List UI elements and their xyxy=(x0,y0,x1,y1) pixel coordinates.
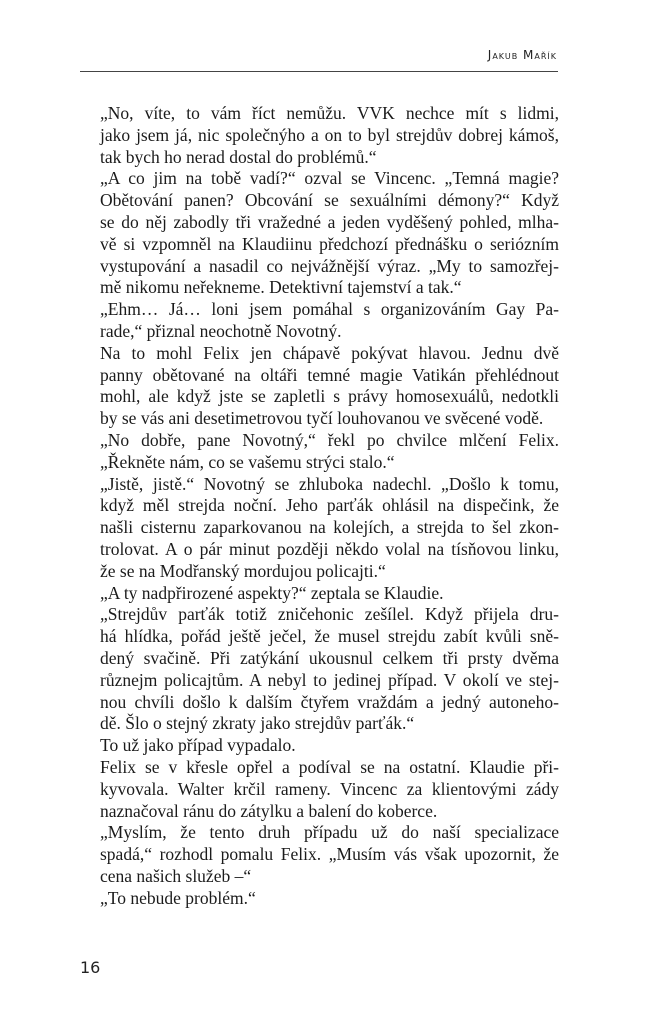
header-rule xyxy=(80,71,558,72)
paragraph xyxy=(81,474,559,583)
paragraph xyxy=(81,757,559,822)
text-line: trolovat. A o pár minut později někdo volal na tísňovou linku, xyxy=(100,538,559,559)
text-line: nou chvíli došlo k dalším čtyřem vraždám a jedný autoneho- xyxy=(100,691,559,712)
text-line: že se na Modřanský mordujou policajti.“ xyxy=(100,560,386,581)
running-head-author: Jakub Mařík xyxy=(487,48,557,62)
paragraph xyxy=(81,343,559,430)
text-line: „A co jim na tobě vadí?“ ozval se Vincenc. „Temná magie? xyxy=(100,168,559,189)
text-line: mě nikomu neřekneme. Detektivní tajemství a tak.“ xyxy=(100,277,462,298)
text-line: by se vás ani desetimetrovou tyčí louhovanou ve svěcené vodě. xyxy=(100,408,544,429)
paragraph xyxy=(81,583,559,605)
text-line: Obětování panen? Obcování se sexuálními démony?“ Když xyxy=(100,190,559,211)
paragraph xyxy=(81,299,559,343)
text-line: jako jsem já, nic společnýho a on to byl strejdův dobrej kámoš, xyxy=(100,124,559,145)
text-line: „A ty nadpřirozené aspekty?“ zeptala se Klaudie. xyxy=(100,582,444,603)
text-line: vě si vzpomněl na Klaudiinu předchozí přednášku o seriózním xyxy=(100,233,559,254)
text-line: panny obětované na oltáři temné magie Vatikán přehlédnout xyxy=(100,364,559,385)
text-line: „No dobře, pane Novotný,“ řekl po chvilce mlčení Felix. xyxy=(100,429,559,450)
text-line: spadá,“ rozhodl pomalu Felix. „Musím vás však upozornit, že xyxy=(100,844,559,865)
text-line: To už jako případ vypadalo. xyxy=(100,735,296,756)
text-line: našli cisternu zaparkovanou na kolejích, a strejda to šel zkon- xyxy=(100,517,559,538)
text-line: vystupování a nasadil co nejvážnější výraz. „My to samozřej- xyxy=(100,255,559,276)
page-number: 16 xyxy=(80,958,101,977)
paragraph xyxy=(81,430,559,474)
text-line: „Řekněte nám, co se vašemu strýci stalo.“ xyxy=(100,451,395,472)
text-line: „Strejdův parťák totiž zničehonic zešílel. Když přijela dru- xyxy=(100,604,559,625)
text-line: dený svačině. Při zatýkání ukousnul celkem tři prsty dvěma xyxy=(100,647,559,668)
paragraph xyxy=(81,168,559,299)
text-line: „No, víte, to vám říct nemůžu. VVK nechce mít s lidmi, xyxy=(100,103,559,123)
text-line: cena našich služeb –“ xyxy=(100,865,252,886)
text-line: Na to mohl Felix jen chápavě pokývat hlavou. Jednu dvě xyxy=(100,342,559,363)
text-line: různejm policajtům. A nebyl to jedinej případ. V okolí ve stej- xyxy=(100,669,559,690)
text-line: když měl strejda noční. Jeho parťák ohlásil na dispečink, že xyxy=(100,495,559,516)
body-text xyxy=(81,103,559,909)
text-line: „Ehm… Já… loni jsem pomáhal s organizováním Gay Pa- xyxy=(100,299,559,320)
text-line: há hlídka, pořád ještě ječel, že musel strejdu zabít kvůli sně- xyxy=(100,626,559,647)
text-line: se do něj zabodly tři vražedné a jeden vyděšený pohled, mlha- xyxy=(100,211,559,232)
text-line: Felix se v křesle opřel a podíval se na ostatní. Klaudie při- xyxy=(100,756,559,777)
paragraph xyxy=(81,103,559,168)
text-line: „To nebude problém.“ xyxy=(100,887,256,908)
text-line: tak bych ho nerad dostal do problémů.“ xyxy=(100,146,377,167)
text-line: mohl, ale když jste se zapletli s právy homosexuálů, nedotkli xyxy=(100,386,559,407)
paragraph xyxy=(81,888,559,910)
paragraph xyxy=(81,604,559,735)
text-line: rade,“ přiznal neochotně Novotný. xyxy=(100,320,342,341)
text-line: „Jistě, jistě.“ Novotný se zhluboka nadechl. „Došlo k tomu, xyxy=(100,473,559,494)
text-line: kyvovala. Walter krčil rameny. Vincenc za klientovými zády xyxy=(100,778,559,799)
text-line: dě. Šlo o stejný zkraty jako strejdův parťák.“ xyxy=(100,713,415,734)
text-line: naznačoval ránu do zátylku a balení do koberce. xyxy=(100,800,438,821)
paragraph xyxy=(81,735,559,757)
text-line: „Myslím, že tento druh případu už do naší specializace xyxy=(100,822,559,843)
paragraph xyxy=(81,822,559,887)
